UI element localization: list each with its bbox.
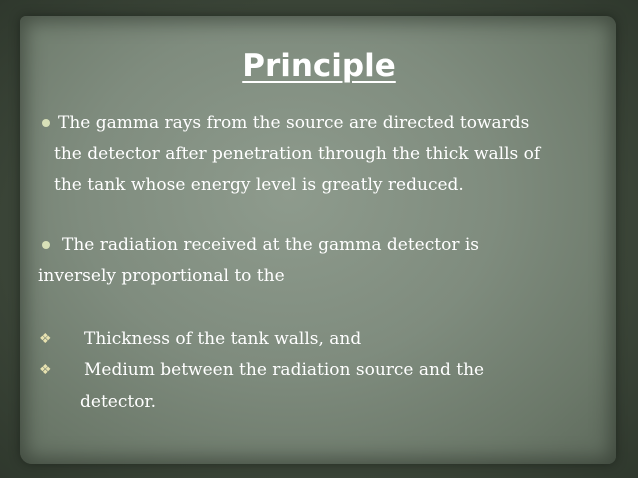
diamond-bullet-icon: ❖ (39, 362, 52, 378)
sub-item-2-line2: detector. (80, 392, 157, 412)
diamond-bullet-icon: ❖ (39, 331, 52, 347)
sub-item-1-line1: Thickness of the tank walls, and (84, 329, 362, 349)
bullet1-line1: The gamma rays from the source are directed towards (58, 113, 530, 133)
bullet2-line1: The radiation received at the gamma detector is (62, 235, 480, 255)
bullet1-line2: the detector after penetration through the thick walls of (54, 144, 541, 164)
bullet-dot-icon (42, 119, 50, 127)
bullet1-line3: the tank whose energy level is greatly reduced. (54, 175, 464, 195)
bullet2-line2: inversely proportional to the (38, 266, 285, 286)
bullet-dot-icon (42, 241, 50, 249)
sub-item-2-line1: Medium between the radiation source and the (84, 360, 485, 380)
slide-title: Principle (242, 48, 396, 84)
